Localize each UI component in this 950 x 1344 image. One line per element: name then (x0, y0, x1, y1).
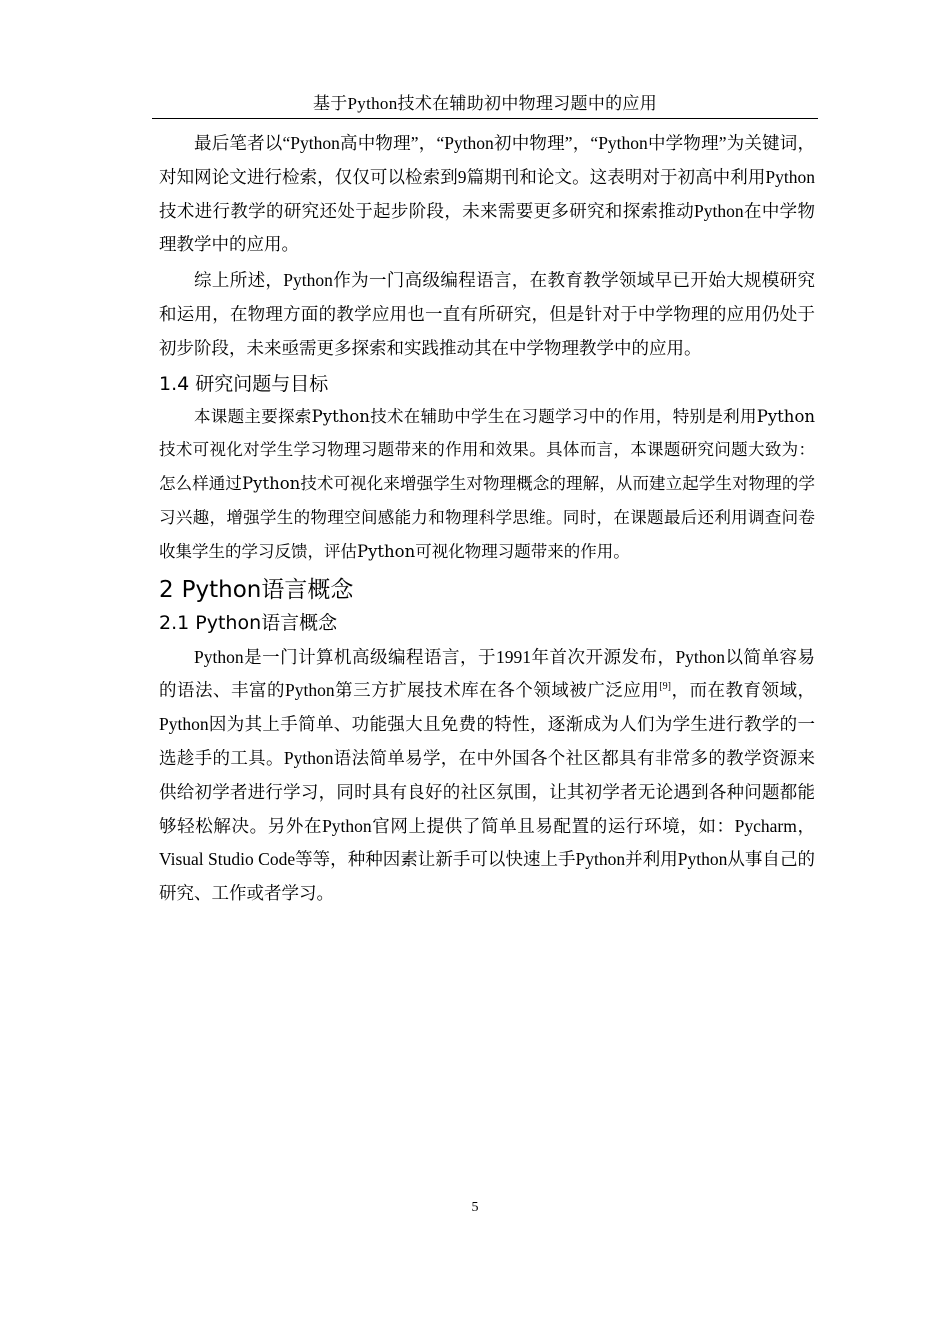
chapter-heading-2 (159, 575, 815, 605)
page-body (159, 127, 815, 911)
paragraph-summary: 综上所述，Python作为一门高级编程语言，在教育教学领域早已开始大规模研究和运用，在物理方面的教学应用也一直有所研究，但是针对于中学物理的应用仍处于初步阶段，未来亟需更多探索和实践推动其在中学物理教学中的应用。 (159, 270, 815, 358)
header-rule (152, 118, 818, 119)
running-header: 基于Python技术在辅助初中物理习题中的应用 (312, 94, 658, 113)
paragraph-python-overview (159, 641, 815, 911)
python-overview-text-start: Python是一门计算机高级编程语言，于1991年首次开源发布，Python以简单容易的语法、丰富的Python第三方扩展技术库在各个领域被广泛应用 (159, 646, 815, 701)
chapter-number: 2 (159, 576, 174, 603)
paragraph-literature-search: 最后笔者以“Python高中物理”，“Python初中物理”，“Python中学物理”为关键词，对知网论文进行检索，仅仅可以检索到9篇期刊和论文。这表明对于初高中利用Python技术进行教学的研究还处于起步阶段，未来需要更多研究和探索推动Python在中学物理教学中的应用。 (159, 133, 815, 255)
paragraph-research-goals: 本课题主要探索Python技术在辅助中学生在习题学习中的作用，特别是利用Python技术可视化对学生学习物理习题带来的作用和效果。具体而言，本课题研究问题大致为：怎么样通过Python技术可视化来增强学生对物理概念的理解，从而建立起学生对物理的学习兴趣，增强学生的物理空间感能力和物理科学思维。同时，在课题最后还利用调查问卷收集学生的学习反馈，评估Python可视化物理习题带来的作用。 (159, 406, 815, 561)
page-number: 5 (471, 1200, 479, 1215)
python-overview-text-end: ，而在教育领域，Python因为其上手简单、功能强大且免费的特性，逐渐成为人们为学生进行教学的一选趁手的工具。Python语法简单易学，在中外国各个社区都具有非常多的教学资源来供给初学者进行学习，同时具有良好的社区氛围，让其初学者无论遇到各种问题都能够轻松解决。另外在Python官网上提供了简单且易配置的运行环境，如：Pycharm，Visual Studio Code等等，种种因素让新手可以快速上手Python并利用Python从事自己的研究、工作或者学习。 (159, 680, 816, 904)
citation-marker: [9] (659, 681, 671, 693)
chapter-title: Python语言概念 (181, 576, 354, 603)
section-heading-2-1: 2.1 Python语言概念 (159, 611, 338, 634)
section-heading-1-4: 1.4 研究问题与目标 (159, 372, 329, 395)
